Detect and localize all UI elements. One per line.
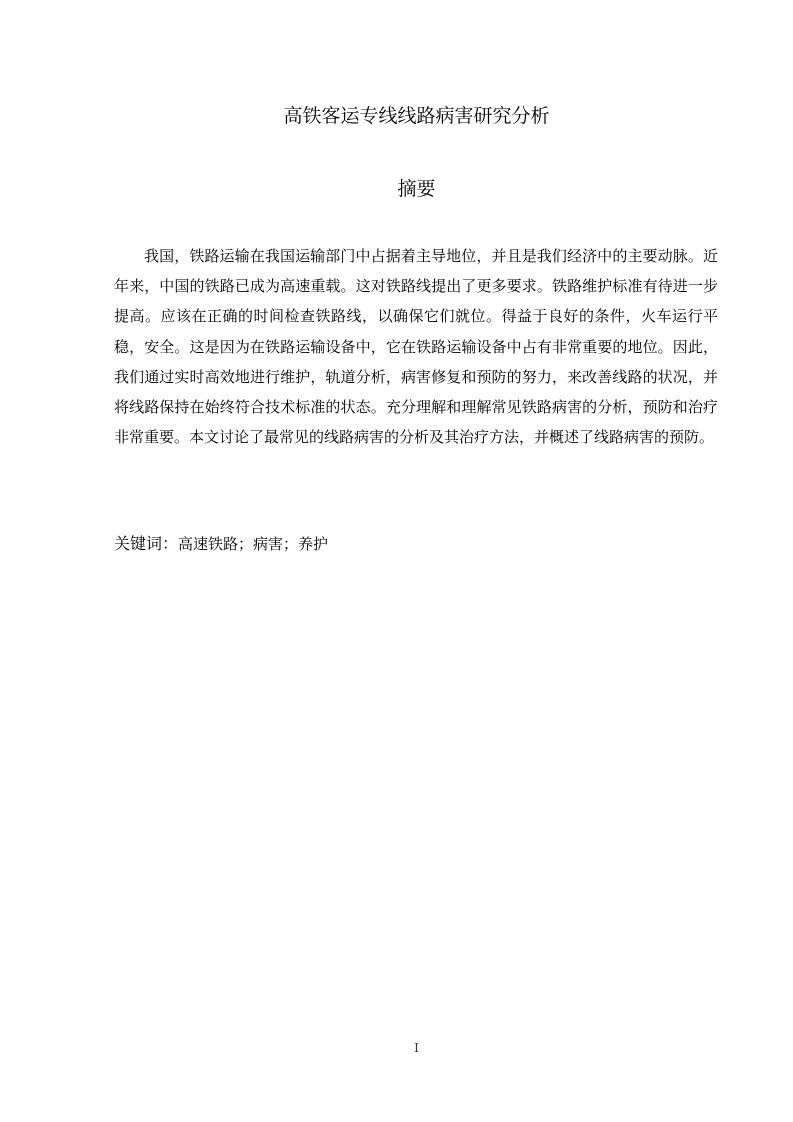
abstract-heading: 摘要 [397,178,436,200]
abstract-paragraph: 我国，铁路运输在我国运输部门中占据着主导地位，并且是我们经济中的主要动脉。近年来，中国的铁路已成为高速重载。这对铁路线提出了更多要求。铁路维护标准有待进一步提高。应该在正确的时间检查铁路线，以确保它们就位。得益于良好的条件，火车运行平稳，安全。这是因为在铁路运输设备中，它在铁路运输设备中占有非常重要的地位。因此，我们通过实时高效地进行维护，轨道分析，病害修复和预防的努力，来改善线路的状况，并将线路保持在始终符合技术标准的状态。充分理解和理解常见铁路病害的分析，预防和治疗非常重要。本文讨论了最常见的线路病害的分析及其治疗方法，并概述了线路病害的预防。 [114,247,718,447]
keywords-value: 高速铁路；病害；养护 [178,535,329,553]
page-number: I [414,1041,419,1055]
document-title: 高铁客运专线线路病害研究分析 [283,105,550,127]
keywords-line [114,529,718,559]
keywords-label: 关键词： [114,534,179,553]
